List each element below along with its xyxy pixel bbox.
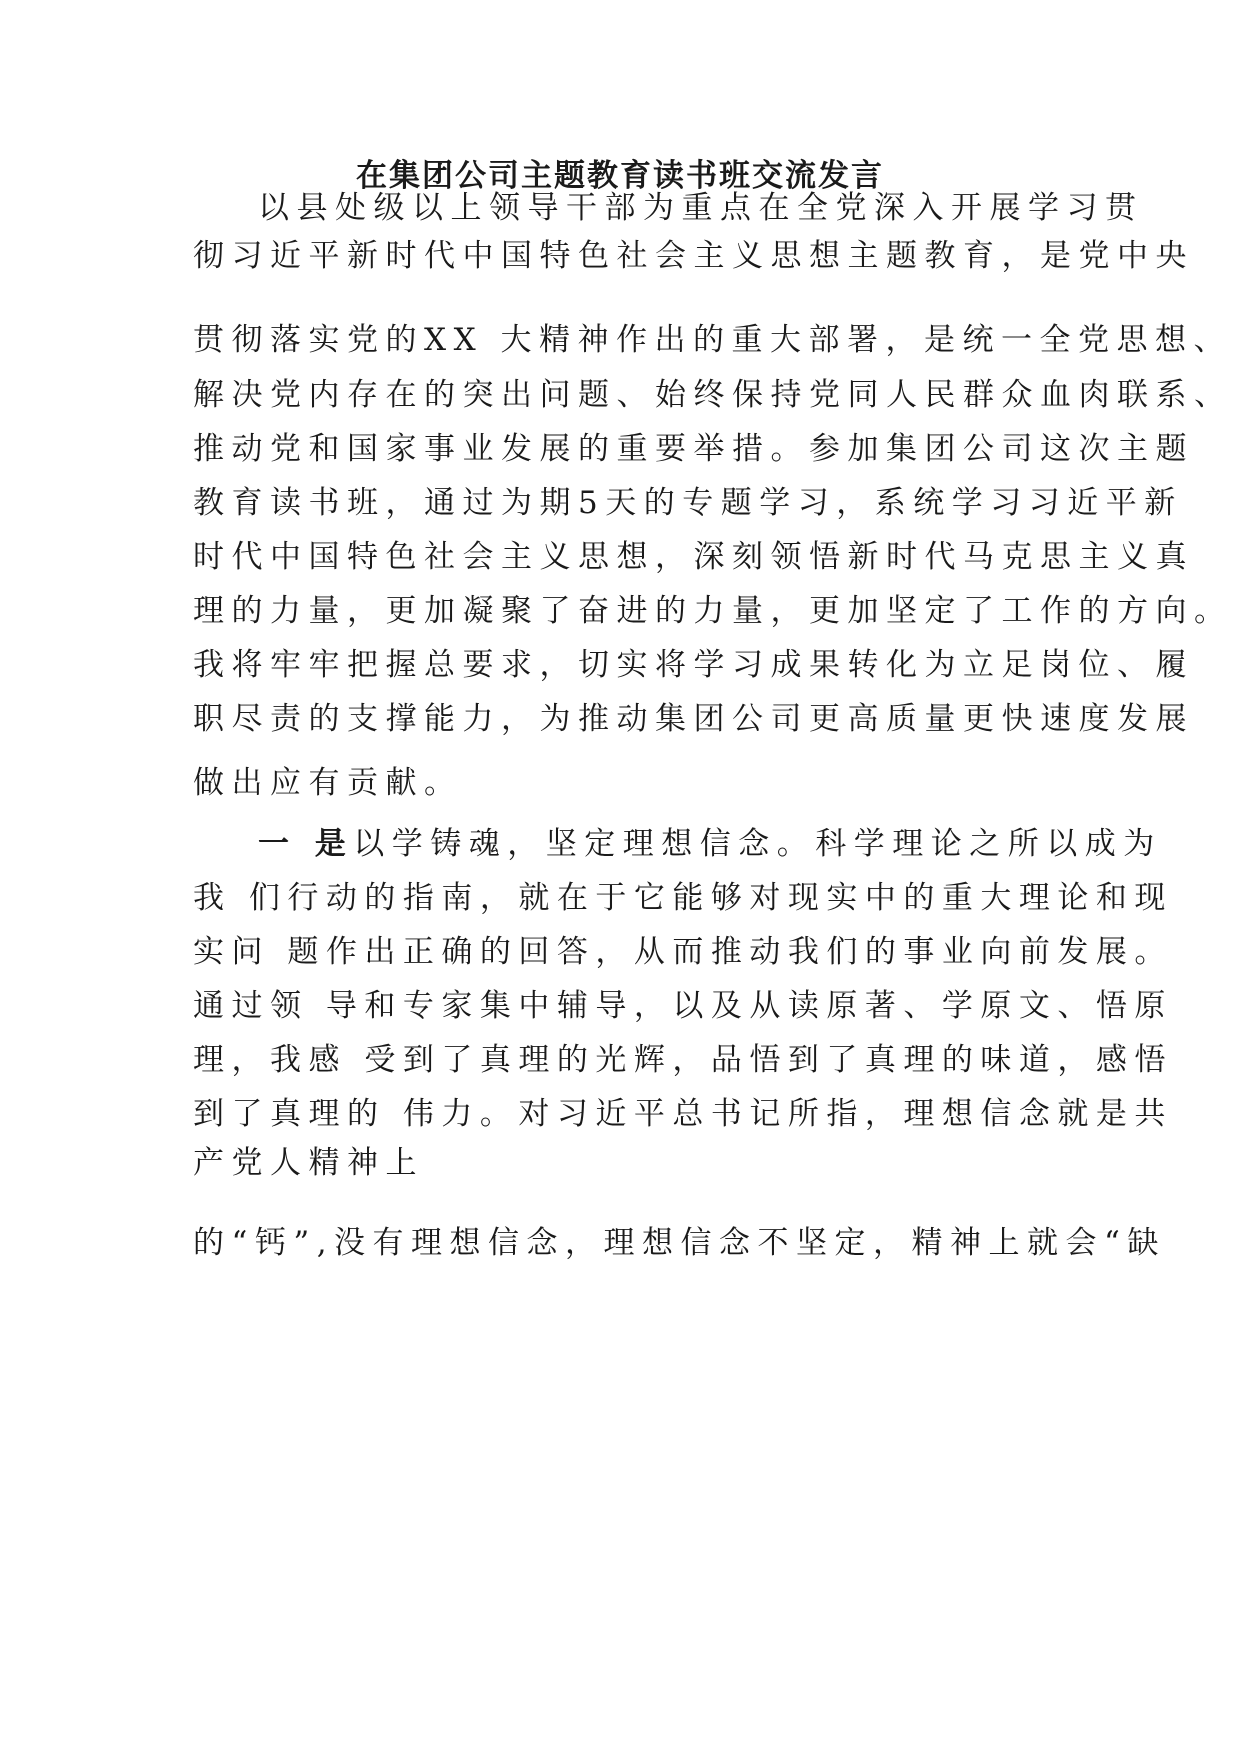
paragraph-line: 以县处级以上领导干部为重点在全党深入开展学习贯: [258, 190, 1144, 226]
paragraph-line: 时代中国特色社会主义思想，深刻领悟新时代马克思主义真: [193, 539, 1194, 575]
paragraph-line: 推动党和国家事业发展的重要举措。参加集团公司这次主题: [193, 431, 1194, 467]
paragraph-line: 解决党内存在的突出问题、始终保持党同人民群众血肉联系、: [193, 377, 1233, 413]
paragraph-line: 通过领 导和专家集中辅导，以及从读原著、学原文、悟原: [193, 988, 1173, 1024]
paragraph-line: 我将牢牢把握总要求，切实将学习成果转化为立足岗位、履: [193, 647, 1194, 683]
document-title: 在集团公司主题教育读书班交流发言: [356, 158, 884, 194]
paragraph-line: 职尽责的支撑能力，为推动集团公司更高质量更快速度发展: [193, 701, 1194, 737]
paragraph-line: 理，我感 受到了真理的光辉，品悟到了真理的味道，感悟: [193, 1042, 1173, 1078]
paragraph-line: 彻习近平新时代中国特色社会主义思想主题教育，是党中央: [193, 238, 1194, 274]
section-text: 以学铸魂，坚定理想信念。科学理论之所以成为: [353, 826, 1162, 862]
paragraph-line: 做出应有贡献。: [193, 765, 463, 801]
paragraph-line: 我 们行动的指南，就在于它能够对现实中的重大理论和现: [193, 880, 1173, 916]
section-lead: 一 是: [258, 826, 354, 862]
paragraph-line: 的“钙”,没有理想信念，理想信念不坚定，精神上就会“缺: [193, 1225, 1166, 1261]
paragraph-line: 教育读书班，通过为期5天的专题学习，系统学习习近平新: [193, 485, 1183, 521]
paragraph-line: 贯彻落实党的XX 大精神作出的重大部署，是统一全党思想、: [193, 322, 1232, 358]
paragraph-line: 产党人精神上: [193, 1145, 424, 1181]
section-first-line: [258, 822, 1162, 866]
paragraph-line: 实问 题作出正确的回答，从而推动我们的事业向前发展。: [193, 934, 1173, 970]
paragraph-line: 理的力量，更加凝聚了奋进的力量，更加坚定了工作的方向。: [193, 593, 1233, 629]
paragraph-line: 到了真理的 伟力。对习近平总书记所指，理想信念就是共: [193, 1096, 1173, 1132]
